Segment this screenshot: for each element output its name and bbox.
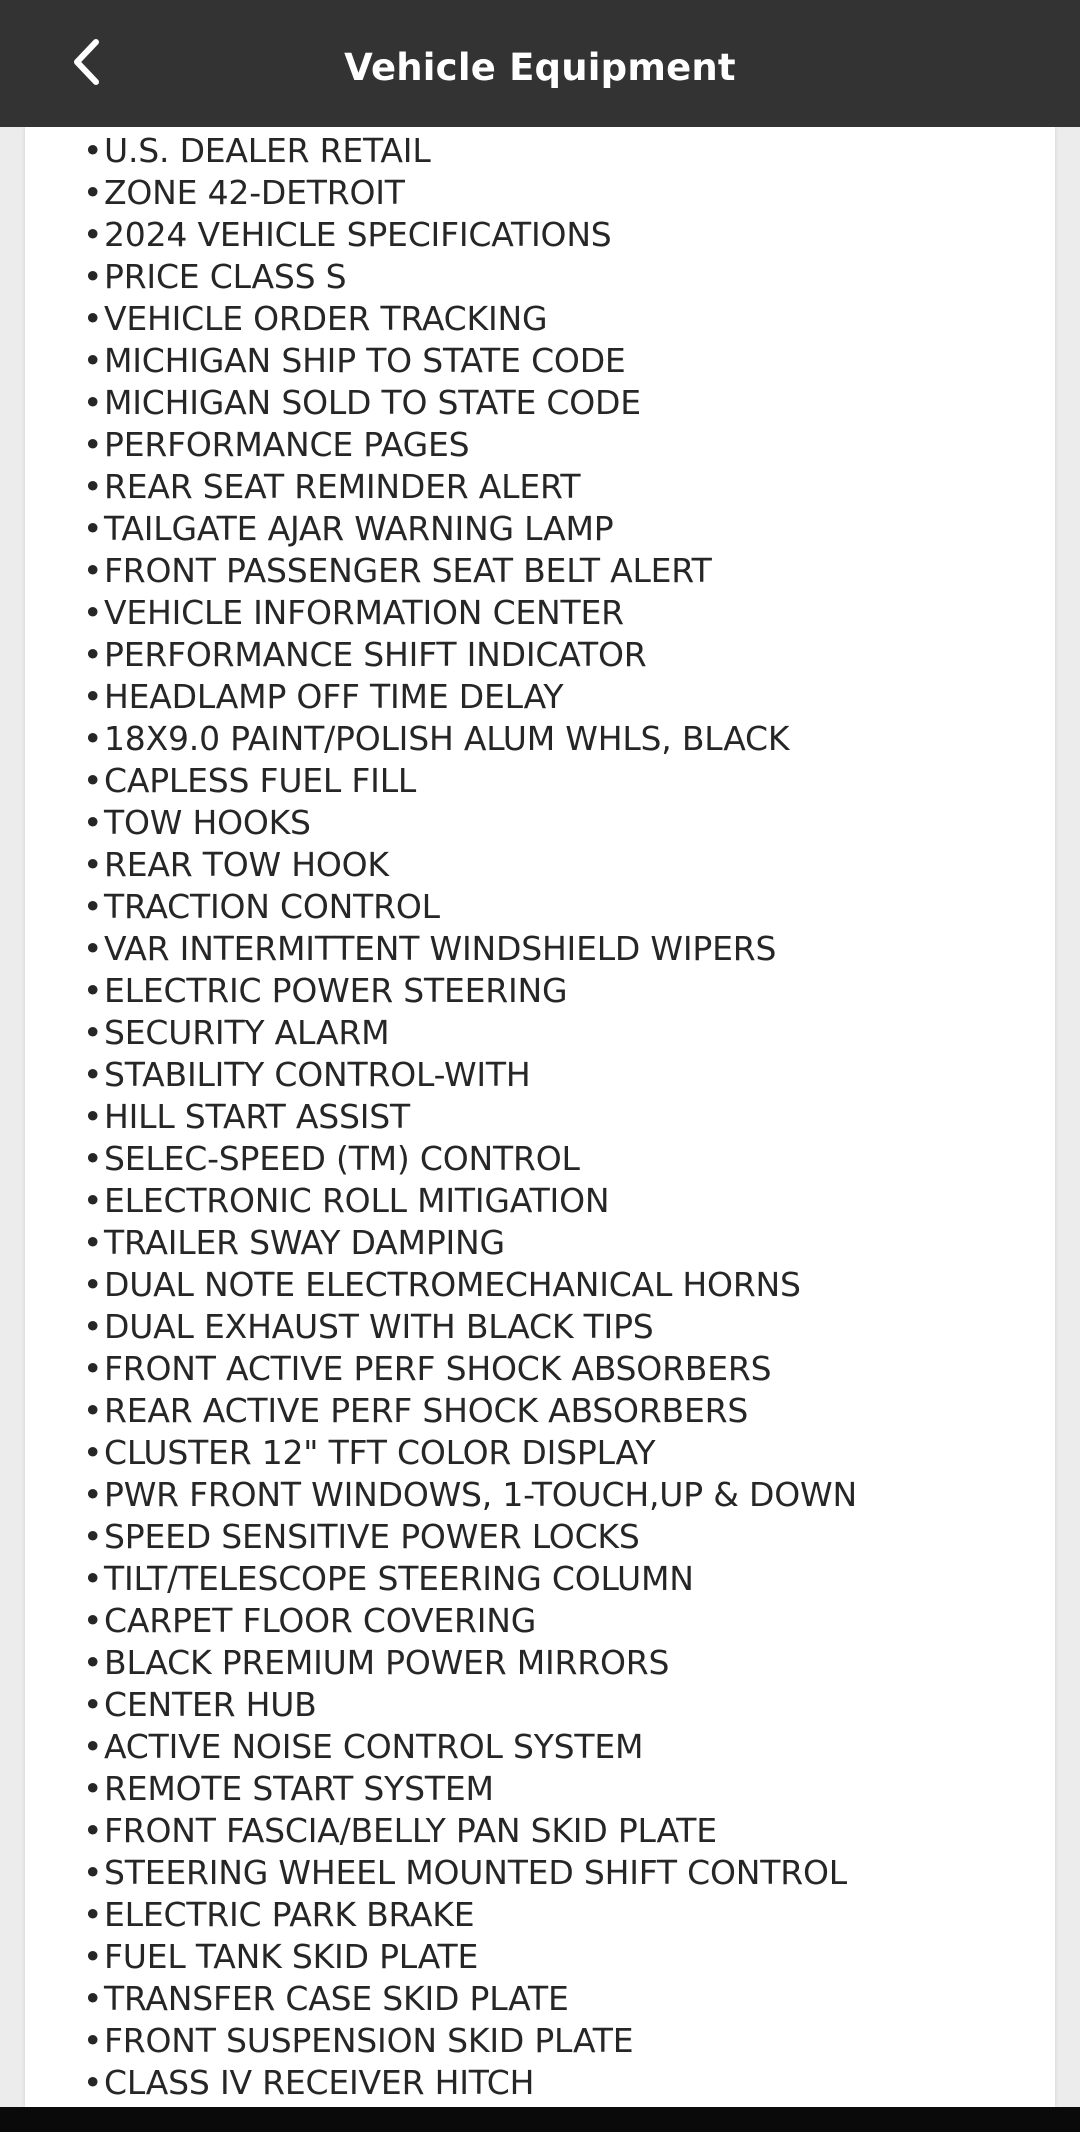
list-item: [83, 760, 1043, 802]
list-item: [83, 256, 1043, 298]
equipment-item-label: HILL START ASSIST: [104, 1097, 411, 1136]
equipment-item-label: FRONT FASCIA/BELLY PAN SKID PLATE: [104, 1811, 717, 1850]
equipment-item-label: ELECTRIC PARK BRAKE: [104, 1895, 475, 1934]
list-item: [83, 1474, 1043, 1516]
equipment-item-label: BLACK PREMIUM POWER MIRRORS: [104, 1643, 670, 1682]
bullet: •: [83, 1223, 103, 1262]
equipment-item-label: FRONT PASSENGER SEAT BELT ALERT: [104, 551, 712, 590]
list-item: [83, 340, 1043, 382]
equipment-item-label: ACTIVE NOISE CONTROL SYSTEM: [104, 1727, 644, 1766]
list-item: [83, 424, 1043, 466]
bullet: •: [83, 803, 103, 842]
bullet: •: [83, 1811, 103, 1850]
list-item: [83, 130, 1043, 172]
bullet: •: [83, 1727, 103, 1766]
bullet: •: [83, 887, 103, 926]
bullet: •: [83, 467, 103, 506]
equipment-item-label: DUAL EXHAUST WITH BLACK TIPS: [104, 1307, 654, 1346]
equipment-item-label: TOW HOOKS: [104, 803, 311, 842]
bullet: •: [83, 131, 103, 170]
bullet: •: [83, 257, 103, 296]
equipment-item-label: PERFORMANCE PAGES: [104, 425, 470, 464]
bullet: •: [83, 1097, 103, 1136]
bullet: •: [83, 1349, 103, 1388]
list-item: [83, 298, 1043, 340]
bullet: •: [83, 1055, 103, 1094]
bullet: •: [83, 509, 103, 548]
list-item: [83, 1390, 1043, 1432]
bullet: •: [83, 215, 103, 254]
list-item: [83, 592, 1043, 634]
bullet: •: [83, 929, 103, 968]
equipment-item-label: ZONE 42-DETROIT: [104, 173, 405, 212]
bullet: •: [83, 635, 103, 674]
bullet: •: [83, 1307, 103, 1346]
bullet: •: [83, 1937, 103, 1976]
list-item: [83, 1348, 1043, 1390]
list-item: [83, 1936, 1043, 1978]
list-item: [83, 1138, 1043, 1180]
bullet: •: [83, 1979, 103, 2018]
equipment-item-label: 18X9.0 PAINT/POLISH ALUM WHLS, BLACK: [104, 719, 790, 758]
bullet: •: [83, 1013, 103, 1052]
list-item: [83, 1726, 1043, 1768]
list-item: [83, 382, 1043, 424]
list-item: [83, 1096, 1043, 1138]
equipment-item-label: FRONT SUSPENSION SKID PLATE: [104, 2021, 634, 2060]
list-item: [83, 802, 1043, 844]
equipment-item-label: PERFORMANCE SHIFT INDICATOR: [104, 635, 647, 674]
list-item: [83, 1012, 1043, 1054]
list-item: [83, 1180, 1043, 1222]
equipment-list: [83, 130, 1043, 2104]
list-item: [83, 550, 1043, 592]
bullet: •: [83, 1769, 103, 1808]
bullet: •: [83, 1853, 103, 1892]
equipment-item-label: MICHIGAN SOLD TO STATE CODE: [104, 383, 641, 422]
list-item: [83, 886, 1043, 928]
equipment-item-label: VEHICLE ORDER TRACKING: [104, 299, 548, 338]
equipment-item-label: REAR SEAT REMINDER ALERT: [104, 467, 581, 506]
list-item: [83, 1558, 1043, 1600]
bullet: •: [83, 677, 103, 716]
equipment-item-label: CAPLESS FUEL FILL: [104, 761, 417, 800]
list-item: [83, 1222, 1043, 1264]
list-item: [83, 2020, 1043, 2062]
bullet: •: [83, 2021, 103, 2060]
bullet: •: [83, 1475, 103, 1514]
bullet: •: [83, 2063, 103, 2102]
bullet: •: [83, 593, 103, 632]
bullet: •: [83, 1895, 103, 1934]
list-item: [83, 928, 1043, 970]
bullet: •: [83, 1685, 103, 1724]
equipment-item-label: ELECTRIC POWER STEERING: [104, 971, 568, 1010]
equipment-item-label: SELEC-SPEED (TM) CONTROL: [104, 1139, 580, 1178]
bullet: •: [83, 425, 103, 464]
equipment-item-label: SECURITY ALARM: [104, 1013, 390, 1052]
bullet: •: [83, 1517, 103, 1556]
equipment-item-label: STEERING WHEEL MOUNTED SHIFT CONTROL: [104, 1853, 847, 1892]
list-item: [83, 844, 1043, 886]
bullet: •: [83, 1433, 103, 1472]
equipment-item-label: REAR ACTIVE PERF SHOCK ABSORBERS: [104, 1391, 749, 1430]
list-item: [83, 1306, 1043, 1348]
list-item: [83, 172, 1043, 214]
list-item: [83, 676, 1043, 718]
list-item: [83, 1684, 1043, 1726]
bullet: •: [83, 845, 103, 884]
equipment-item-label: CARPET FLOOR COVERING: [104, 1601, 537, 1640]
list-item: [83, 1432, 1043, 1474]
equipment-item-label: U.S. DEALER RETAIL: [104, 131, 431, 170]
list-item: [83, 1642, 1043, 1684]
bullet: •: [83, 1559, 103, 1598]
list-item: [83, 508, 1043, 550]
bullet: •: [83, 1601, 103, 1640]
bullet: •: [83, 1391, 103, 1430]
list-item: [83, 718, 1043, 760]
list-item: [83, 1600, 1043, 1642]
list-item: [83, 1810, 1043, 1852]
equipment-item-label: VEHICLE INFORMATION CENTER: [104, 593, 624, 632]
equipment-item-label: TILT/TELESCOPE STEERING COLUMN: [104, 1559, 694, 1598]
list-item: [83, 1054, 1043, 1096]
bullet: •: [83, 341, 103, 380]
equipment-item-label: CENTER HUB: [104, 1685, 317, 1724]
list-item: [83, 1978, 1043, 2020]
list-item: [83, 634, 1043, 676]
equipment-item-label: REMOTE START SYSTEM: [104, 1769, 494, 1808]
bullet: •: [83, 383, 103, 422]
list-item: [83, 466, 1043, 508]
system-navigation-bar: [0, 2107, 1080, 2132]
equipment-item-label: SPEED SENSITIVE POWER LOCKS: [104, 1517, 640, 1556]
list-item: [83, 970, 1043, 1012]
list-item: [83, 1768, 1043, 1810]
bullet: •: [83, 551, 103, 590]
equipment-item-label: TAILGATE AJAR WARNING LAMP: [104, 509, 614, 548]
bullet: •: [83, 1181, 103, 1220]
list-item: [83, 1852, 1043, 1894]
equipment-item-label: TRAILER SWAY DAMPING: [104, 1223, 505, 1262]
equipment-item-label: MICHIGAN SHIP TO STATE CODE: [104, 341, 626, 380]
equipment-item-label: CLASS IV RECEIVER HITCH: [104, 2063, 535, 2102]
list-item: [83, 2062, 1043, 2104]
list-item: [83, 1516, 1043, 1558]
equipment-item-label: 2024 VEHICLE SPECIFICATIONS: [104, 215, 612, 254]
bullet: •: [83, 299, 103, 338]
equipment-item-label: HEADLAMP OFF TIME DELAY: [104, 677, 564, 716]
equipment-item-label: PRICE CLASS S: [104, 257, 347, 296]
equipment-item-label: PWR FRONT WINDOWS, 1-TOUCH,UP & DOWN: [104, 1475, 857, 1514]
bullet: •: [83, 971, 103, 1010]
page-title: Vehicle Equipment: [344, 46, 736, 89]
list-item: [83, 214, 1043, 256]
equipment-item-label: ELECTRONIC ROLL MITIGATION: [104, 1181, 610, 1220]
bullet: •: [83, 719, 103, 758]
equipment-item-label: VAR INTERMITTENT WINDSHIELD WIPERS: [104, 929, 777, 968]
equipment-item-label: REAR TOW HOOK: [104, 845, 389, 884]
app-bar: [0, 0, 1080, 127]
equipment-card[interactable]: [25, 127, 1055, 2107]
equipment-item-label: FUEL TANK SKID PLATE: [104, 1937, 479, 1976]
bullet: •: [83, 761, 103, 800]
equipment-item-label: CLUSTER 12" TFT COLOR DISPLAY: [104, 1433, 656, 1472]
equipment-item-label: DUAL NOTE ELECTROMECHANICAL HORNS: [104, 1265, 801, 1304]
bullet: •: [83, 1643, 103, 1682]
equipment-item-label: TRANSFER CASE SKID PLATE: [104, 1979, 569, 2018]
bullet: •: [83, 1265, 103, 1304]
equipment-item-label: STABILITY CONTROL-WITH: [104, 1055, 531, 1094]
equipment-item-label: FRONT ACTIVE PERF SHOCK ABSORBERS: [104, 1349, 772, 1388]
list-item: [83, 1894, 1043, 1936]
bullet: •: [83, 173, 103, 212]
list-item: [83, 1264, 1043, 1306]
equipment-item-label: TRACTION CONTROL: [104, 887, 440, 926]
bullet: •: [83, 1139, 103, 1178]
